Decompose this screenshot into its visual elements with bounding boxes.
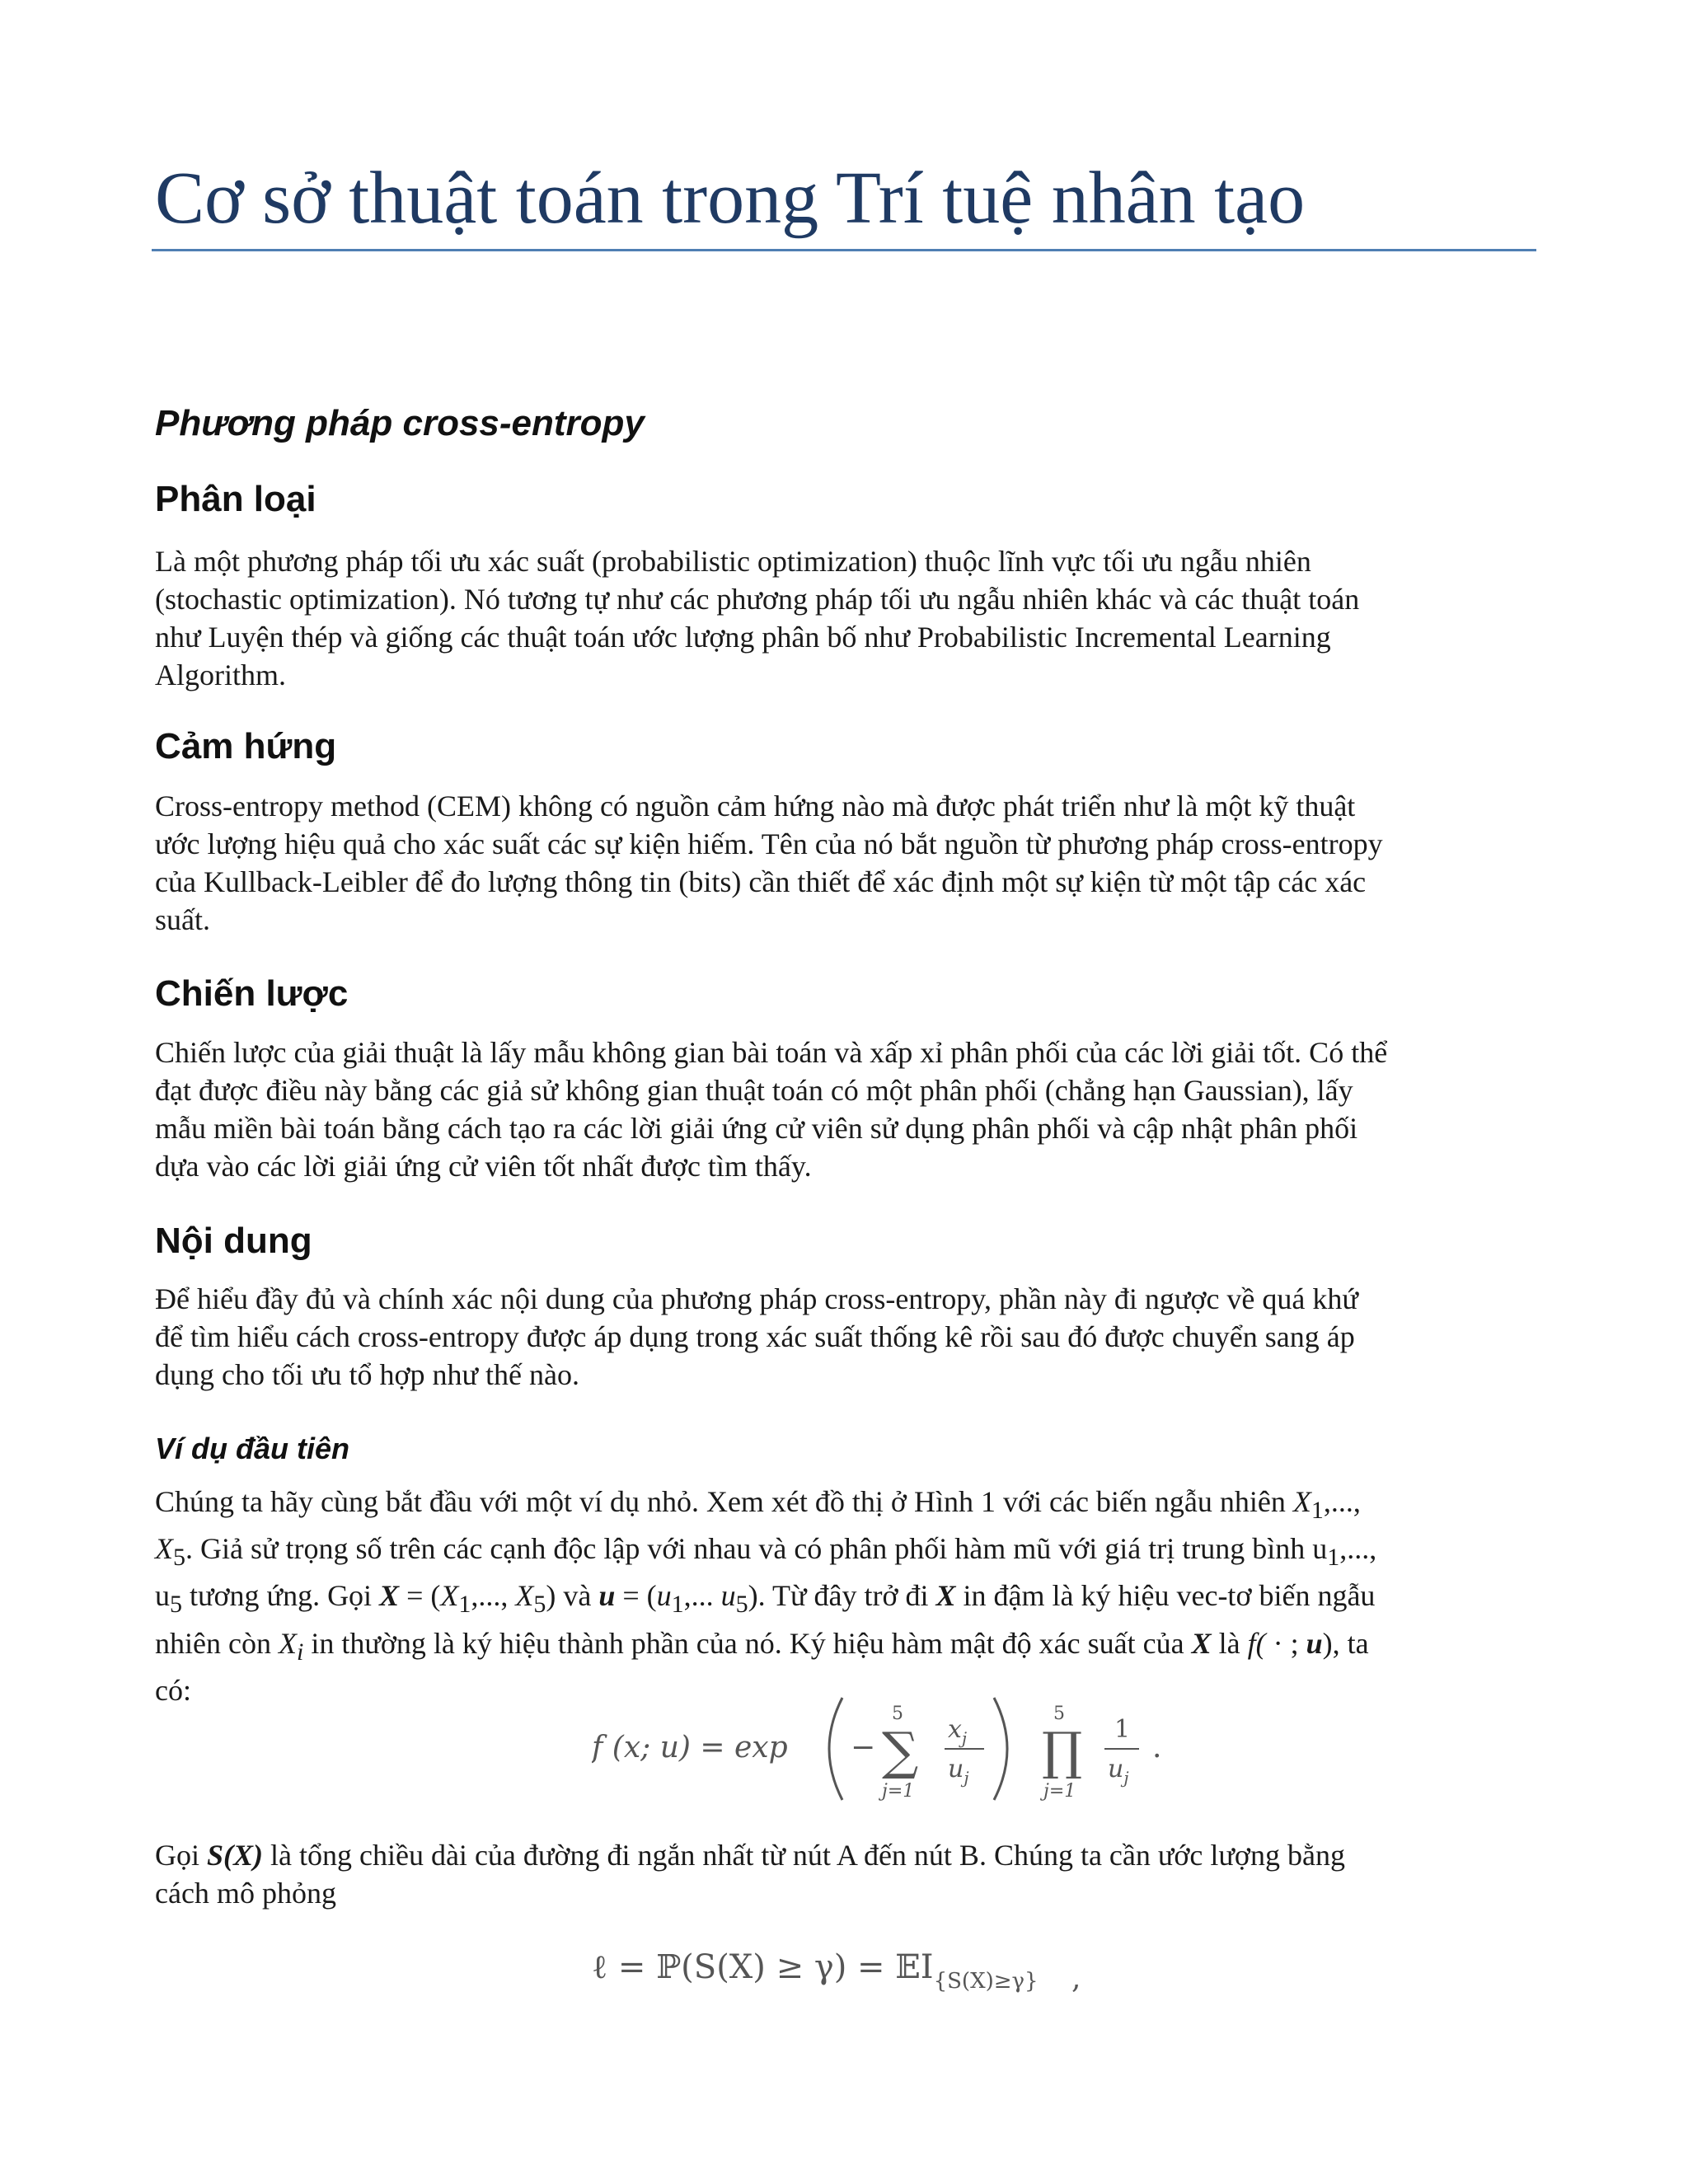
math-var: u — [656, 1579, 672, 1613]
formula-period: . — [1152, 1731, 1162, 1765]
text-line: của Kullback-Leibler để đo lượng thông tin (bits) cần thiết để xác định một sự kiện từ một tập các xác — [155, 865, 1367, 898]
product-numerator: 1 — [1114, 1715, 1131, 1744]
text-line: Algorithm. — [155, 658, 286, 691]
heading-classification: Phân loại — [155, 479, 316, 519]
right-paren — [994, 1698, 1007, 1800]
subscript: 5 — [173, 1544, 185, 1572]
subscript: 1 — [1327, 1544, 1340, 1572]
probability-formula — [592, 1935, 1185, 2009]
text-line: suất. — [155, 903, 210, 936]
minus-sign: − — [851, 1731, 876, 1765]
formula-main: ℓ = ℙ(S(X) ≥ γ) = 𝔼I$_{\{S(X)\ge\gamma\}}$ — [592, 1948, 1039, 1994]
text-line: cách mô phỏng — [155, 1877, 336, 1910]
text-line: để tìm hiểu cách cross-entropy được áp dụng trong xác suất thống kê rồi sau đó được chuyển sang áp — [155, 1320, 1355, 1353]
text-line: Để hiểu đầy đủ và chính xác nội dung của phương pháp cross-entropy, phần này đi ngược về quá khứ — [155, 1282, 1358, 1315]
product-lower-limit: j=1 — [1043, 1781, 1076, 1802]
text-line: đạt được điều này bằng các giả sử không gian thuật toán có một phân phối (chẳng hạn Gaussian), lấy — [155, 1074, 1353, 1107]
subscript: 1 — [1311, 1497, 1324, 1525]
subscript: 5 — [533, 1591, 546, 1619]
math-var: X — [155, 1532, 173, 1566]
sum-upper-limit: 5 — [892, 1704, 903, 1724]
text-run: là tổng chiều dài của đường đi ngắn nhất từ nút A đến nút B. Chúng ta cần ước lượng bằng — [263, 1839, 1345, 1872]
fraction-denominator: $u_j$ — [948, 1755, 969, 1788]
heading-inspiration: Cảm hứng — [155, 726, 337, 766]
text-run: in đậm là ký hiệu vec-tơ biến ngẫu — [955, 1579, 1376, 1613]
subscript: i — [296, 1638, 304, 1666]
paragraph-strategy — [155, 1033, 1533, 1185]
text-run: ,... — [683, 1579, 721, 1613]
probability-formula-svg — [592, 1935, 1185, 2009]
text-run: in thường là ký hiệu thành phần của nó. Ký hiệu hàm mật độ xác suất của — [303, 1626, 1192, 1660]
paragraph-example — [155, 1483, 1533, 1709]
math-var: X — [440, 1579, 459, 1613]
text-run: = ( — [399, 1579, 441, 1613]
text-line: dựa vào các lời giải ứng cử viên tốt nhất được tìm thấy. — [155, 1150, 812, 1183]
text-run: ). Từ đây trở đi — [748, 1579, 936, 1613]
heading-first-example: Ví dụ đầu tiên — [155, 1432, 350, 1465]
text-line: có: — [155, 1673, 191, 1707]
text-line: ước lượng hiệu quả cho xác suất các sự kiện hiếm. Tên của nó bắt nguồn từ phương pháp cross-entropy — [155, 827, 1383, 860]
heading-strategy: Chiến lược — [155, 973, 349, 1014]
section-heading: Phương pháp cross-entropy — [155, 403, 645, 443]
left-paren — [829, 1698, 842, 1800]
text-line: Chiến lược của giải thuật là lấy mẫu không gian bài toán và xấp xỉ phân phối của các lời giải tốt. Có thể — [155, 1036, 1388, 1069]
density-formula — [592, 1681, 1251, 1813]
text-run: là — [1211, 1626, 1248, 1660]
math-vector: X — [935, 1579, 956, 1613]
text-line — [155, 1483, 1533, 1530]
text-run: = ( — [615, 1579, 657, 1613]
paragraph-classification — [155, 542, 1533, 694]
text-line: mẫu miền bài toán bằng cách tạo ra các lời giải ứng cử viên sử dụng phân phối và cập nhật phân phối — [155, 1112, 1358, 1145]
math-expression: S(X) — [207, 1839, 264, 1872]
text-run: ,..., — [1339, 1532, 1377, 1566]
product-upper-limit: 5 — [1053, 1704, 1065, 1724]
text-run: u — [155, 1579, 170, 1613]
product-symbol: ∏ — [1042, 1721, 1083, 1781]
product-denominator: $u_j$ — [1108, 1755, 1129, 1788]
math-vector: X — [1191, 1626, 1212, 1660]
formula-lhs: f (x; u) = exp — [592, 1731, 788, 1765]
subscript: 5 — [170, 1591, 182, 1619]
subscript: 1 — [671, 1591, 684, 1619]
text-line: dụng cho tối ưu tổ hợp như thế nào. — [155, 1358, 580, 1391]
text-line — [155, 1624, 1533, 1671]
text-line — [155, 1836, 1533, 1874]
paragraph-shortest-path — [155, 1836, 1533, 1912]
math-var: X — [278, 1626, 297, 1660]
text-line: Là một phương pháp tối ưu xác suất (probabilistic optimization) thuộc lĩnh vực tối ưu ngẫu nhiên — [155, 545, 1311, 578]
text-run: . Giả sử trọng số trên các cạnh độc lập với nhau và có phân phối hàm mũ với giá trị trung bình u — [185, 1532, 1328, 1566]
sum-lower-limit: j=1 — [882, 1781, 915, 1802]
heading-content: Nội dung — [155, 1221, 312, 1261]
math-vector: X — [379, 1579, 400, 1613]
text-run: ) và — [546, 1579, 599, 1613]
math-var: u — [720, 1579, 736, 1613]
text-run: ), ta — [1322, 1626, 1369, 1660]
text-run: · ; — [1265, 1626, 1306, 1660]
math-var: X — [1292, 1485, 1311, 1518]
text-run: Chúng ta hãy cùng bắt đầu với một ví dụ nhỏ. Xem xét đồ thị ở Hình 1 với các biến ngẫu nhiên — [155, 1485, 1293, 1518]
sigma-symbol: ∑ — [882, 1721, 919, 1781]
fraction-numerator: $x_j$ — [948, 1715, 968, 1748]
subscript: 5 — [735, 1591, 748, 1619]
text-line: (stochastic optimization). Nó tương tự như các phương pháp tối ưu ngẫu nhiên khác và các thuật toán — [155, 583, 1360, 616]
subscript: 1 — [458, 1591, 471, 1619]
text-line — [155, 1577, 1533, 1624]
document-title: Cơ sở thuật toán trong Trí tuệ nhân tạo — [155, 157, 1306, 239]
document-page — [155, 0, 1533, 2184]
text-line: như Luyện thép và giống các thuật toán ước lượng phân bố như Probabilistic Incremental Learning — [155, 621, 1331, 654]
formula-comma: , — [1071, 1961, 1081, 1995]
paragraph-content — [155, 1280, 1533, 1394]
title-underline — [152, 249, 1536, 251]
text-run: ,..., — [1323, 1485, 1361, 1518]
math-var: X — [515, 1579, 534, 1613]
text-line — [155, 1530, 1533, 1577]
math-vector: u — [1306, 1626, 1323, 1660]
text-run: Gọi — [155, 1839, 207, 1872]
density-formula-svg — [592, 1681, 1251, 1813]
text-line: Cross-entropy method (CEM) không có nguồn cảm hứng nào mà được phát triển như là một kỹ thuật — [155, 790, 1356, 823]
text-run: tương ứng. Gọi — [182, 1579, 380, 1613]
math-vector: u — [598, 1579, 616, 1613]
paragraph-inspiration — [155, 787, 1533, 939]
math-var: f( — [1247, 1626, 1266, 1660]
text-run: nhiên còn — [155, 1626, 279, 1660]
text-run: ,..., — [471, 1579, 516, 1613]
